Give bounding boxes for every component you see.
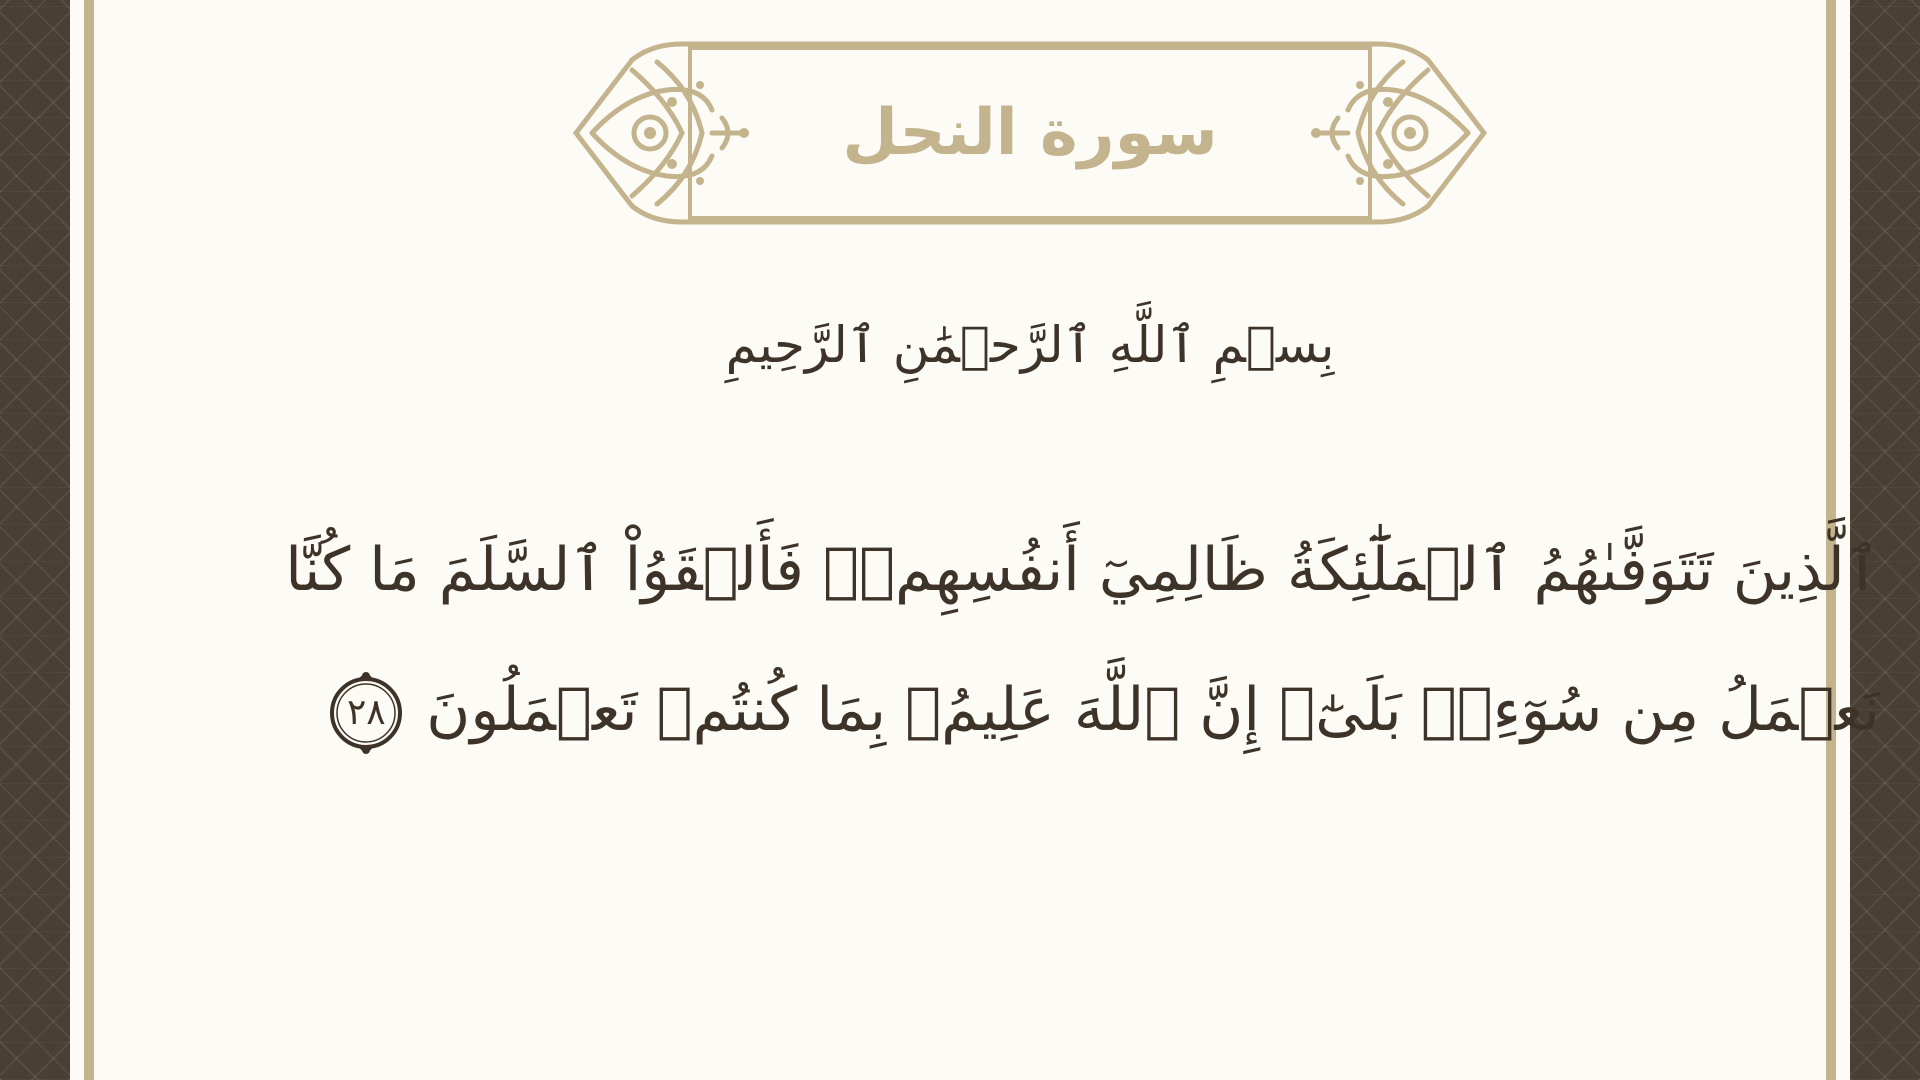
left-pattern-border: [0, 0, 70, 1080]
verse-line-2-text: نَعۡمَلُ مِن سُوٓءِۭۚ بَلَىٰٓۚ إِنَّ ٱللَّهَ عَلِيمُۢ بِمَا كُنتُمۡ تَعۡمَلُونَ: [426, 675, 1880, 745]
ayah-end-marker: [324, 671, 408, 755]
verse-line-2: [346, 640, 1880, 780]
verse-line-1: ٱلَّذِينَ تَتَوَفَّىٰهُمُ ٱلۡمَلَٰٓئِكَةُ ظَالِمِيٓ أَنفُسِهِمۡۖ فَأَلۡقَوُاْ ٱلسَّلَمَ مَا كُنَّا: [285, 535, 1880, 605]
surah-title: سورة النحل: [842, 96, 1218, 170]
surah-title-frame: [572, 40, 1488, 226]
ayah-number: ٢٨: [346, 692, 386, 734]
verse-text: [285, 500, 1880, 780]
basmala: بِسۡمِ ٱللَّهِ ٱلرَّحۡمَٰنِ ٱلرَّحِيمِ: [725, 316, 1335, 374]
left-gold-rule: [84, 0, 94, 1080]
mushaf-page: [70, 0, 1880, 1080]
